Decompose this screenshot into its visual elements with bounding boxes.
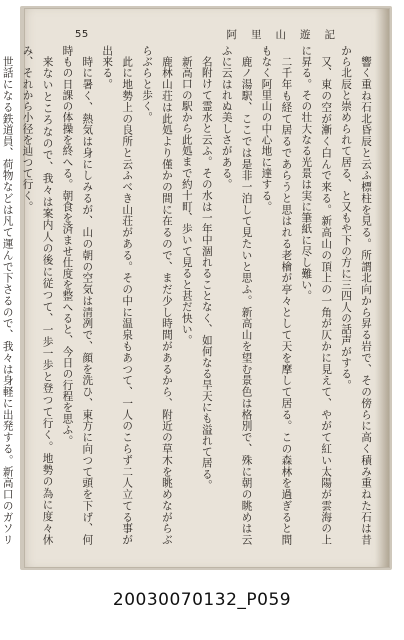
book-page [1,8,390,568]
image-id-caption: 20030070132_P059 [112,590,292,610]
body-paragraph: 鹿林山荘は此処より僅かの間に在るので、まだ少し時間があるから、附近の草木を眺めながらぶらぶらと歩く。 [141,45,173,545]
running-head [75,27,349,42]
body-paragraph: 世話になる鉄道員、荷物などは凡て運んで下さるので、我々は身軽に出発する。新高口のガソリ [1,55,14,545]
body-paragraph: 鹿ノ湯駅、ここでは是非一泊して見たいと思ふ。新高山を望む景色は格別で、殊に朝の眺めは云ふに云はれぬ美しさがある。 [220,45,253,545]
body-paragraph: 響く重ね石北昏辰と云ふ標柱を見る。所謂北向から昇る岩で、その傍らに高く積み重ねた石は昔から北辰と崇められて居る、と又もや下の方に三四人の話声がする。 [340,45,372,545]
body-paragraph: 二千年も経て居るであらうと思はれる老檜が亭々として天を摩して居る。この森林を過ぎると間もなく阿里山の中心地に達する。 [260,45,293,545]
body-paragraph: 時に暑く、熱気は身にしみるが、山の朝の空気は清冽で、顔を洗ひ、東方に向つて頭を下げ、何時もの日課の体操を終へる。朝食を済ませ仕度を整へると、今日の行程を思ふ。 [61,45,94,545]
page-binding-shadow [375,9,389,567]
body-paragraph: 新高口の駅から此処まで約十町、歩いて見ると甚だ快い。 [180,55,193,346]
body-paragraph: 名附けて霊水と云ふ。その水は一年中涸れることなく、如何なる旱天にも溢れて居る。 [200,55,213,491]
body-paragraph: 此に地勢上の良所と云ふべき山荘がある。その中に温泉もあつて、一人のこらず二人立てる事が出来る。 [101,45,134,545]
body-paragraph: 又、東の空が漸く白んで来る。新高山の頂上の一角が仄かに見えて、やがて紅い太陽が雲海の上に昇る。その壮大なる光景は実に筆紙に尽し難い。 [300,45,333,545]
running-head-title: 阿里山遊記 [226,29,349,41]
page-number: 55 [75,29,89,40]
vertical-body-text [1,45,375,545]
body-paragraph: 来ないところなので、我々は案内人の後に従つて、一歩一歩と登つて行く。地勢の為に度々休み、それから小径を辿つて行く。 [21,45,54,545]
